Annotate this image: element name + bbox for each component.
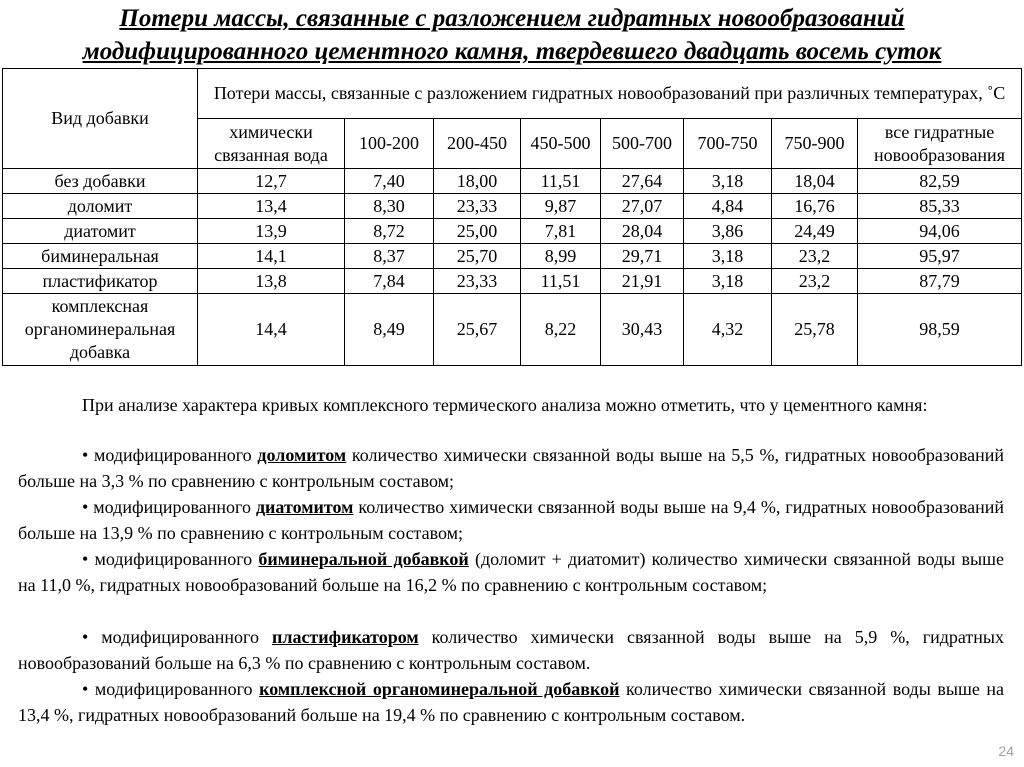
table-row bbox=[3, 294, 1022, 366]
table-cell: 14,4 bbox=[198, 294, 345, 366]
table-cell: 27,64 bbox=[601, 169, 684, 194]
table-cell: 12,7 bbox=[198, 169, 345, 194]
table-cell: 87,79 bbox=[858, 269, 1022, 294]
additive-type-header: Вид добавки bbox=[3, 69, 198, 169]
table-cell: 25,78 bbox=[772, 294, 858, 366]
page-number: 24 bbox=[998, 743, 1014, 759]
bullet-diatomite bbox=[18, 494, 1004, 546]
table-cell: 30,43 bbox=[601, 294, 684, 366]
table-cell: 8,72 bbox=[345, 219, 434, 244]
title-line-2: модифицированного цементного камня, твердевшего двадцать восемь суток bbox=[82, 38, 942, 65]
column-header: 200-450 bbox=[434, 119, 521, 169]
bullet-text: количество химически связанной воды выше на 5,9 %, гидратных новообразований больше на 6,3 % по сравнению с контрольным составом. bbox=[18, 627, 1004, 673]
table-cell: 3,18 bbox=[684, 244, 772, 269]
bullet-dolomite bbox=[18, 442, 1004, 494]
table-cell: 23,2 bbox=[772, 244, 858, 269]
table-row bbox=[3, 194, 1022, 219]
table-cell: 18,04 bbox=[772, 169, 858, 194]
row-label: диатомит bbox=[3, 219, 198, 244]
table-cell: 13,8 bbox=[198, 269, 345, 294]
intro-paragraph: При анализе характера кривых комплексного термического анализа можно отметить, что у цементного камня: bbox=[82, 395, 928, 415]
bullet-keyword: биминеральной добавкой bbox=[258, 549, 469, 569]
table-cell: 4,32 bbox=[684, 294, 772, 366]
table-cell: 7,81 bbox=[521, 219, 601, 244]
table-cell: 9,87 bbox=[521, 194, 601, 219]
column-header: 750-900 bbox=[772, 119, 858, 169]
bullet-bimineral bbox=[18, 546, 1004, 598]
row-label: биминеральная bbox=[3, 244, 198, 269]
bullet-complex-additive bbox=[18, 676, 1004, 728]
table-cell: 25,67 bbox=[434, 294, 521, 366]
temperature-group-header: Потери массы, связанные с разложением гидратных новообразований при различных температурах, ˚С bbox=[198, 69, 1022, 119]
column-header: все гидратные новообразования bbox=[858, 119, 1022, 169]
table-cell: 23,2 bbox=[772, 269, 858, 294]
column-header: 500-700 bbox=[601, 119, 684, 169]
bullet-keyword: комплексной органоминеральной добавкой bbox=[259, 679, 620, 699]
table-cell: 85,33 bbox=[858, 194, 1022, 219]
bullet-text: • модифицированного bbox=[82, 549, 259, 569]
row-label: пластификатор bbox=[3, 269, 198, 294]
table-cell: 3,18 bbox=[684, 169, 772, 194]
table-cell: 3,86 bbox=[684, 219, 772, 244]
table-cell: 29,71 bbox=[601, 244, 684, 269]
column-header: 700-750 bbox=[684, 119, 772, 169]
bullet-keyword: пластификатором bbox=[271, 627, 419, 647]
row-label: доломит bbox=[3, 194, 198, 219]
table-cell: 7,40 bbox=[345, 169, 434, 194]
bullet-text: количество химически связанной воды выше на 5,5 %, гидратных новообразований больше на 3,3 % по сравнению с контрольным составом; bbox=[18, 445, 1004, 491]
table-cell: 21,91 bbox=[601, 269, 684, 294]
table-cell: 13,4 bbox=[198, 194, 345, 219]
table-cell: 95,97 bbox=[858, 244, 1022, 269]
bullet-text: количество химически связанной воды выше на 13,4 %, гидратных новообразований больше на 19,4 % по сравнению с контрольным составом. bbox=[18, 679, 1004, 725]
table-cell: 23,33 bbox=[434, 194, 521, 219]
table-cell: 98,59 bbox=[858, 294, 1022, 366]
table-cell: 13,9 bbox=[198, 219, 345, 244]
table-cell: 7,84 bbox=[345, 269, 434, 294]
table-cell: 25,70 bbox=[434, 244, 521, 269]
table-cell: 8,30 bbox=[345, 194, 434, 219]
bullet-text: • модифицированного bbox=[82, 445, 258, 465]
table-cell: 16,76 bbox=[772, 194, 858, 219]
bullet-text: (доломит + диатомит) количество химически связанной воды выше на 11,0 %, гидратных новообразований больше на 16,2 % по сравнению с контрольным составом; bbox=[18, 549, 1004, 595]
page-title bbox=[0, 2, 1024, 68]
table-cell: 8,37 bbox=[345, 244, 434, 269]
table-row bbox=[3, 244, 1022, 269]
table-cell: 8,22 bbox=[521, 294, 601, 366]
table-row bbox=[3, 169, 1022, 194]
title-line-1: Потери массы, связанные с разложением гидратных новообразований bbox=[119, 5, 905, 32]
table-row bbox=[3, 219, 1022, 244]
table-cell: 28,04 bbox=[601, 219, 684, 244]
table-cell: 8,99 bbox=[521, 244, 601, 269]
bullet-plasticizer bbox=[18, 624, 1004, 676]
bullet-text: количество химически связанной воды выше на 9,4 %, гидратных новообразований больше на 13,9 % по сравнению с контрольным составом; bbox=[18, 497, 1004, 543]
table-cell: 18,00 bbox=[434, 169, 521, 194]
table-cell: 14,1 bbox=[198, 244, 345, 269]
column-header: химически связанная вода bbox=[198, 119, 345, 169]
mass-loss-table bbox=[2, 68, 1022, 366]
column-header: 450-500 bbox=[521, 119, 601, 169]
bullet-text: • модифицированного bbox=[82, 679, 260, 699]
row-label: комплексная органоминеральная добавка bbox=[3, 294, 198, 366]
row-label: без добавки bbox=[3, 169, 198, 194]
bullet-keyword: диатомитом bbox=[255, 497, 354, 517]
table-cell: 82,59 bbox=[858, 169, 1022, 194]
table-cell: 94,06 bbox=[858, 219, 1022, 244]
table-cell: 4,84 bbox=[684, 194, 772, 219]
table-cell: 25,00 bbox=[434, 219, 521, 244]
table-cell: 23,33 bbox=[434, 269, 521, 294]
table-cell: 3,18 bbox=[684, 269, 772, 294]
table-cell: 24,49 bbox=[772, 219, 858, 244]
bullet-keyword: доломитом bbox=[257, 445, 347, 465]
table-cell: 8,49 bbox=[345, 294, 434, 366]
bullet-text: • модифицированного bbox=[82, 497, 256, 517]
table-cell: 11,51 bbox=[521, 269, 601, 294]
bullet-text: • модифицированного bbox=[82, 627, 272, 647]
column-header: 100-200 bbox=[345, 119, 434, 169]
table-cell: 27,07 bbox=[601, 194, 684, 219]
table-cell: 11,51 bbox=[521, 169, 601, 194]
table-row bbox=[3, 269, 1022, 294]
